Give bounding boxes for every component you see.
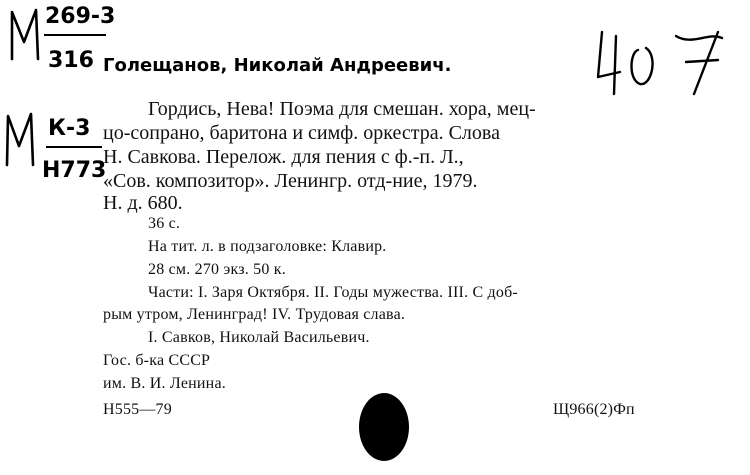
shelf-mark-mid-sub: Н773 [42,158,107,183]
card-number: Н555—79 [103,401,172,418]
title-line-4: «Сов. композитор». Ленингр. отд-ние, 1979. [103,170,478,192]
size-run-price: 28 см. 270 экз. 50 к. [148,261,286,278]
punch-hole [359,393,409,461]
parts-line-1: Части: I. Заря Октября. II. Годы мужества. III. С доб- [148,284,518,301]
shelf-mark-mid-letter [2,110,42,170]
author-heading: Голещанов, Николай Андреевич. [103,55,452,76]
classification-code: Щ966(2)Фп [553,401,635,418]
library-line-1: Гос. б-ка СССР [103,352,211,369]
shelf-mark-underline-1 [44,34,106,36]
note-title: На тит. л. в подзаголовке: Клавир. [148,238,387,255]
shelf-mark-top-letter [6,4,46,64]
title-line-3: Н. Савкова. Перелож. для пения с ф.-п. Л., [103,146,464,168]
shelf-mark-top-sub: 316 [48,48,94,73]
parts-line-2: рым утром, Ленинград! IV. Трудовая слава. [103,306,406,323]
pages: 36 с. [148,215,181,232]
added-entry: I. Савков, Николай Васильевич. [148,329,370,346]
shelf-mark-mid-number: К-3 [48,116,91,141]
title-line-1: Гордись, Нева! Поэма для смешан. хора, мец- [148,98,536,120]
title-line-5: Н. д. 680. [103,192,183,214]
title-line-2: цо-сопрано, баритона и симф. оркестра. Слова [103,122,500,144]
handwritten-number-mark [590,22,740,97]
shelf-mark-top-number: 269-3 [45,4,116,29]
library-line-2: им. В. И. Ленина. [103,375,226,392]
shelf-mark-underline-2 [46,146,102,148]
